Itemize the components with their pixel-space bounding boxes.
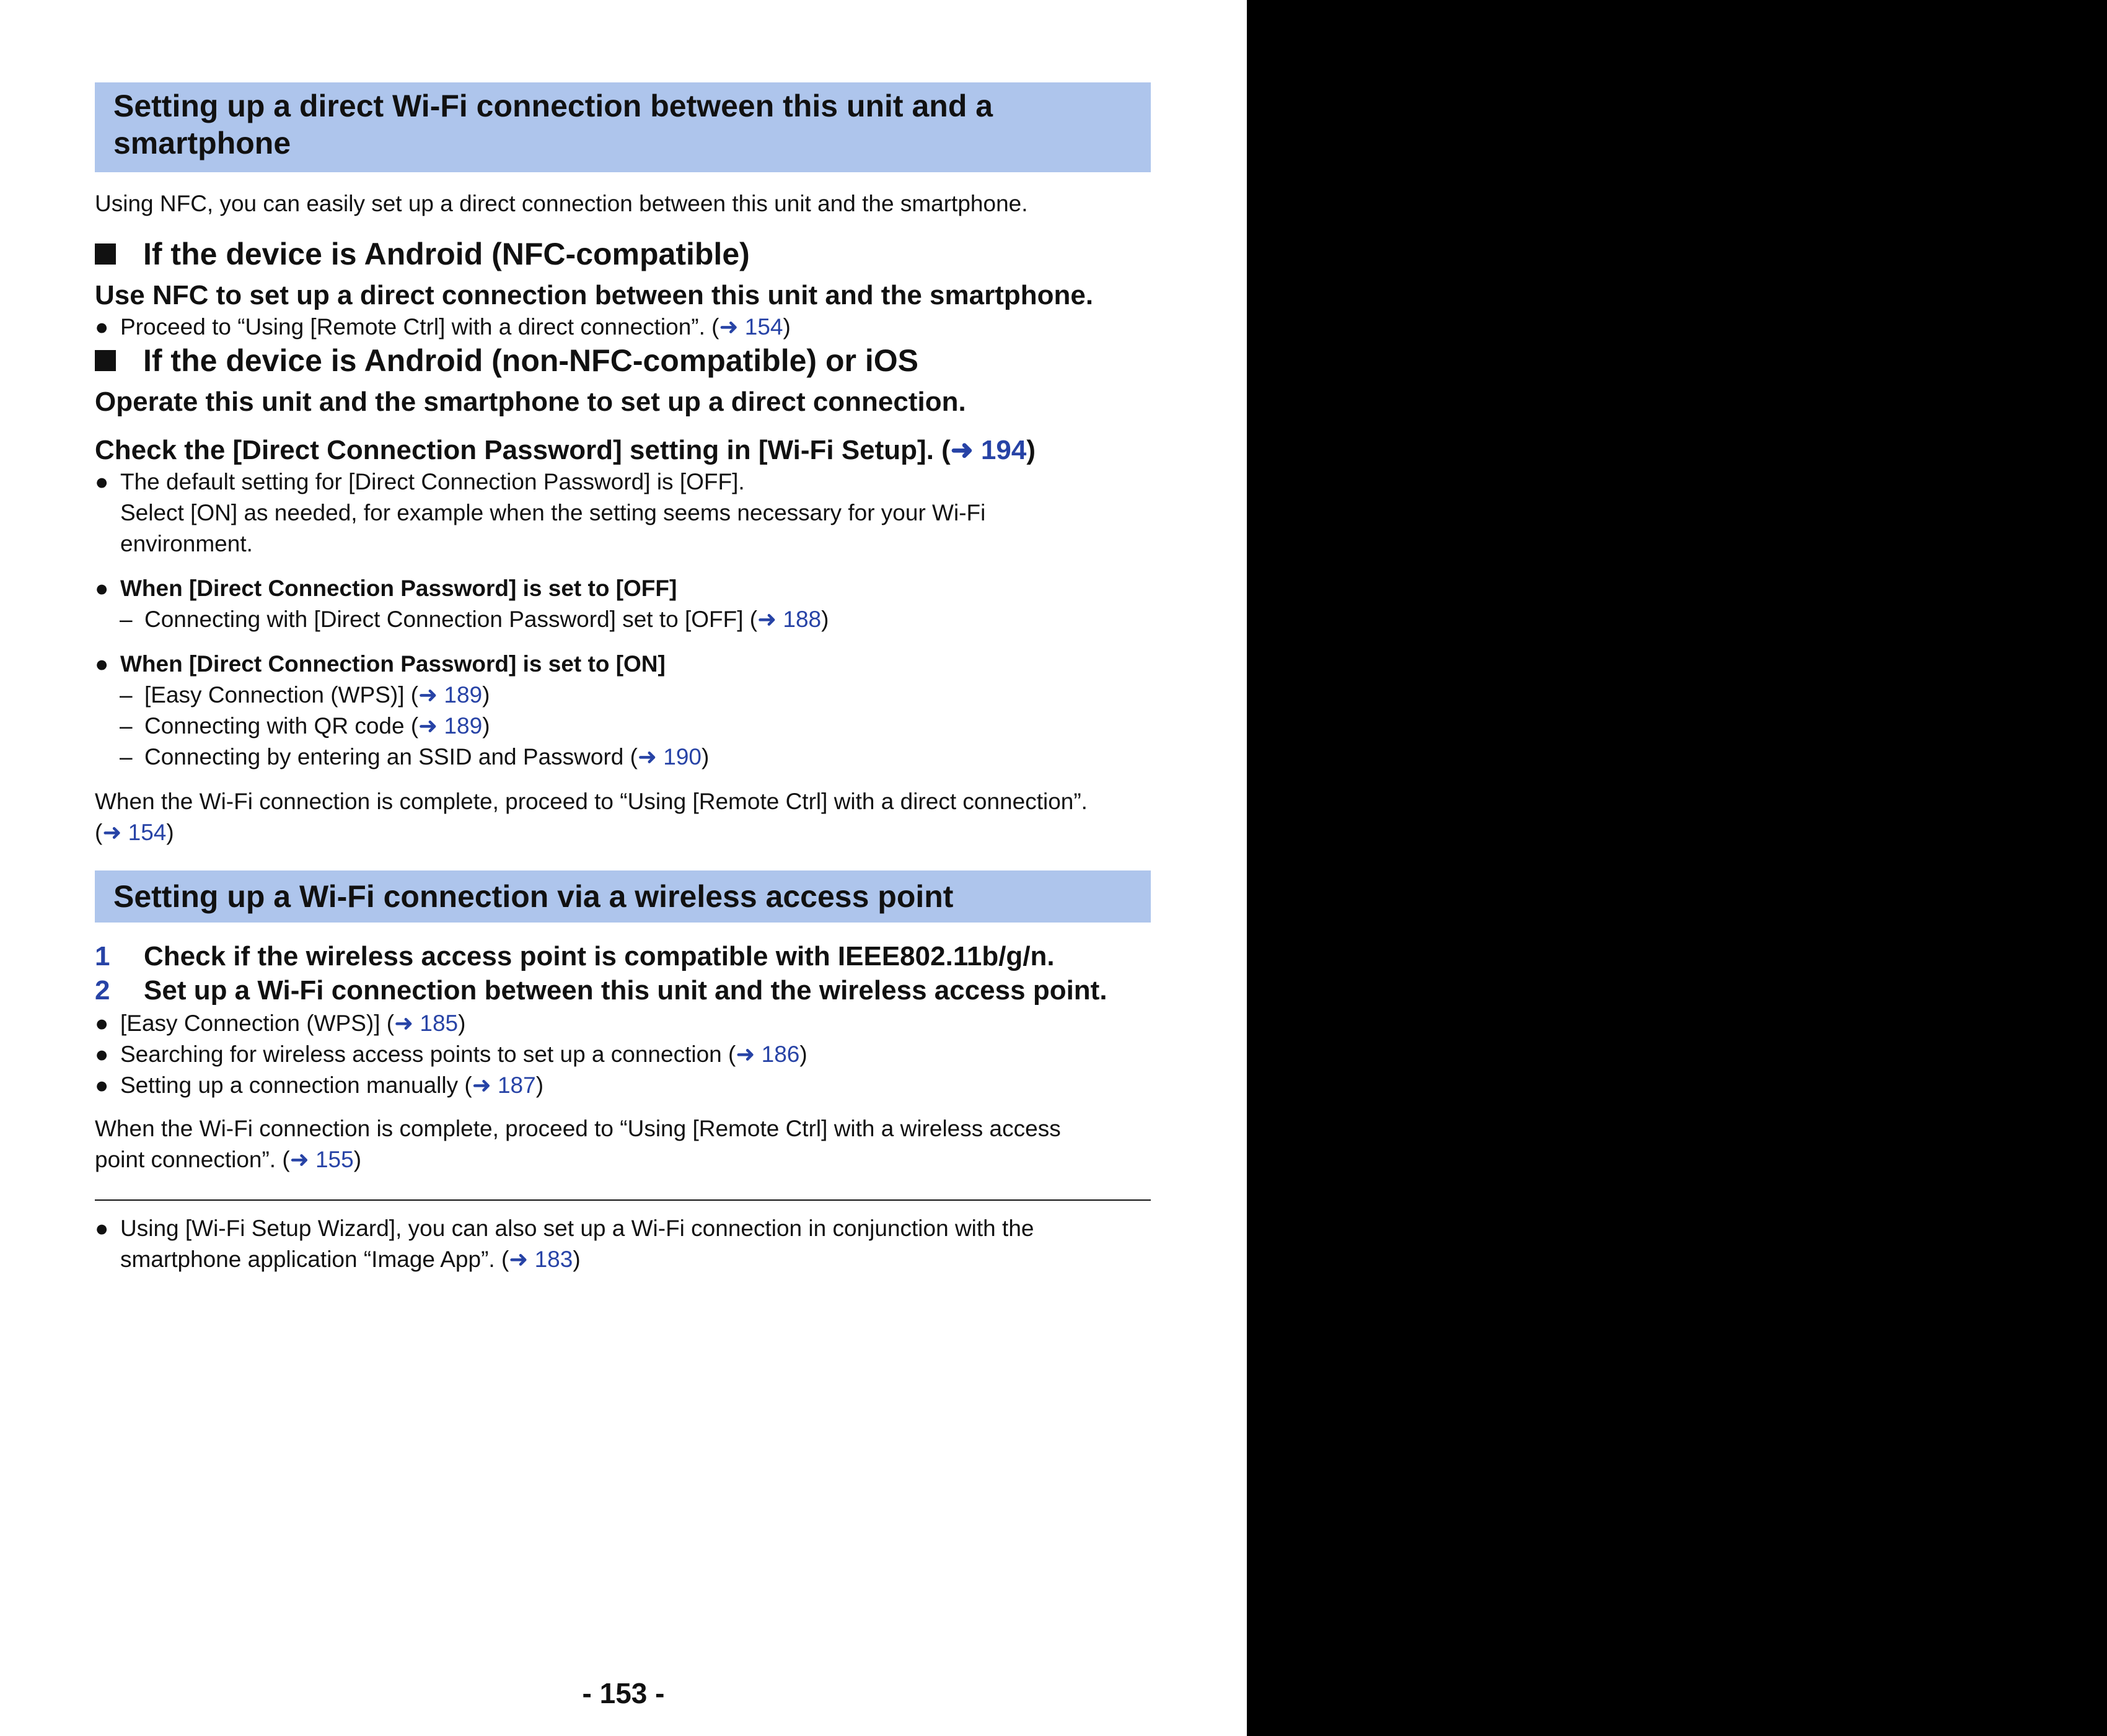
bullet-icon: ●: [95, 469, 109, 494]
step-text: Set up a Wi-Fi connection between this unit and the wireless access point.: [144, 975, 1107, 1006]
page-link[interactable]: ➜ 194: [950, 435, 1027, 465]
non-nfc-lead-instruction: Operate this unit and the smartphone to set up a direct connection.: [95, 387, 966, 417]
complete-text: point connection”. (: [95, 1147, 290, 1172]
off-subheading: [95, 573, 677, 604]
access-point-complete-line-2: point connection”. (➜ 155): [95, 1147, 362, 1172]
access-point-bullet: ● Setting up a connection manually (➜ 187): [95, 1070, 543, 1101]
page-link[interactable]: ➜ 190: [637, 744, 702, 769]
on-item: – Connecting with QR code (➜ 189): [120, 711, 490, 742]
item-text: [Easy Connection (WPS)] (: [144, 682, 419, 708]
page-link[interactable]: ➜ 185: [394, 1010, 459, 1036]
note-divider: [95, 1199, 1151, 1201]
intro-paragraph: Using NFC, you can easily set up a direct connection between this unit and the smartphone.: [95, 191, 1028, 216]
on-item: – [Easy Connection (WPS)] (➜ 189): [120, 680, 490, 711]
section-title-line-2: smartphone: [113, 126, 291, 160]
bullet-text: [Easy Connection (WPS)] (: [120, 1010, 395, 1036]
section-title-text: Setting up a Wi-Fi connection via a wireless access point: [113, 879, 954, 914]
access-point-complete-line-1: When the Wi-Fi connection is complete, proceed to “Using [Remote Ctrl] with a wireless access: [95, 1116, 1061, 1141]
heading-nfc-compatible: [95, 235, 750, 273]
bullet-text: Setting up a connection manually (: [120, 1072, 472, 1098]
page-link[interactable]: ➜ 189: [418, 682, 483, 708]
bullet-icon: ●: [95, 1041, 109, 1067]
bullet-text: Searching for wireless access points to set up a connection (: [120, 1041, 736, 1067]
item-text: Connecting with QR code (: [144, 713, 419, 739]
bullet-text: The default setting for [Direct Connection Password] is [OFF].: [120, 469, 745, 494]
section-title-access-point: [95, 870, 1151, 923]
note-line-2: smartphone application “Image App”. (➜ 183): [120, 1247, 581, 1272]
dash-icon: –: [120, 682, 133, 708]
bullet-text: Proceed to “Using [Remote Ctrl] with a direct connection”. (: [120, 314, 719, 340]
subheading-text: When [Direct Connection Password] is set to [OFF]: [120, 576, 677, 601]
on-subheading: [95, 649, 666, 680]
page-link[interactable]: ➜ 188: [757, 607, 822, 632]
heading-text: If the device is Android (NFC-compatible): [143, 237, 750, 271]
item-text: Connecting with [Direct Connection Password] set to [OFF] (: [144, 607, 758, 632]
bullet-icon: ●: [95, 1010, 109, 1036]
check-password-setting: [95, 434, 1036, 467]
square-bullet-icon: [95, 243, 116, 265]
nfc-bullet: [95, 312, 791, 343]
bullet-icon: ●: [95, 314, 109, 340]
step-2: [95, 974, 1107, 1007]
note-text: Using [Wi-Fi Setup Wizard], you can also set up a Wi-Fi connection in conjunction with the: [120, 1216, 1034, 1241]
page-link[interactable]: ➜ 189: [418, 713, 483, 739]
bullet-icon: ●: [95, 651, 109, 677]
step-1: [95, 940, 1055, 973]
item-text: Connecting by entering an SSID and Password (: [144, 744, 638, 769]
off-item: – Connecting with [Direct Connection Password] set to [OFF] (➜ 188): [120, 604, 829, 635]
step-text: Check if the wireless access point is compatible with IEEE802.11b/g/n.: [144, 941, 1055, 971]
default-setting-line-3: environment.: [120, 531, 253, 556]
bullet-icon: ●: [95, 576, 109, 601]
access-point-bullet: ● [Easy Connection (WPS)] (➜ 185): [95, 1008, 465, 1039]
square-bullet-icon: [95, 350, 116, 371]
default-setting-bullet: [95, 467, 745, 498]
close-paren: ): [1026, 435, 1036, 465]
direct-complete-line-1: When the Wi-Fi connection is complete, proceed to “Using [Remote Ctrl] with a direct connection”.: [95, 789, 1088, 814]
bullet-icon: ●: [95, 1216, 109, 1241]
section-title-direct-connection: [95, 82, 1151, 172]
heading-text: If the device is Android (non-NFC-compatible) or iOS: [143, 343, 918, 378]
dash-icon: –: [120, 744, 133, 769]
nfc-lead-instruction: Use NFC to set up a direct connection between this unit and the smartphone.: [95, 280, 1094, 310]
page-number: - 153 -: [582, 1677, 665, 1709]
page-link[interactable]: ➜ 187: [472, 1072, 536, 1098]
page-link[interactable]: ➜ 155: [289, 1147, 354, 1172]
page-link[interactable]: ➜ 183: [509, 1247, 573, 1272]
dash-icon: –: [120, 713, 133, 739]
black-side-panel: [1247, 0, 2107, 1736]
default-setting-line-2: Select [ON] as needed, for example when the setting seems necessary for your Wi-Fi: [120, 500, 986, 525]
section-title-line-1: Setting up a direct Wi-Fi connection between this unit and a: [113, 89, 993, 123]
page-link[interactable]: ➜ 154: [719, 314, 783, 340]
close-paren: ): [783, 314, 791, 340]
step-number: 1: [95, 941, 110, 971]
bullet-icon: ●: [95, 1072, 109, 1098]
heading-non-nfc: [95, 342, 918, 379]
step-number: 2: [95, 975, 110, 1006]
subheading-text: When [Direct Connection Password] is set to [ON]: [120, 651, 666, 677]
access-point-bullet: ● Searching for wireless access points to set up a connection (➜ 186): [95, 1039, 807, 1070]
page-link[interactable]: ➜ 154: [102, 820, 167, 845]
direct-complete-line-2: (➜ 154): [95, 820, 174, 845]
on-item: – Connecting by entering an SSID and Password (➜ 190): [120, 742, 709, 773]
note-text: smartphone application “Image App”. (: [120, 1247, 509, 1272]
note-bullet: [95, 1213, 1034, 1244]
check-text: Check the [Direct Connection Password] setting in [Wi-Fi Setup]. (: [95, 435, 951, 465]
dash-icon: –: [120, 607, 133, 632]
page-link[interactable]: ➜ 186: [736, 1041, 800, 1067]
